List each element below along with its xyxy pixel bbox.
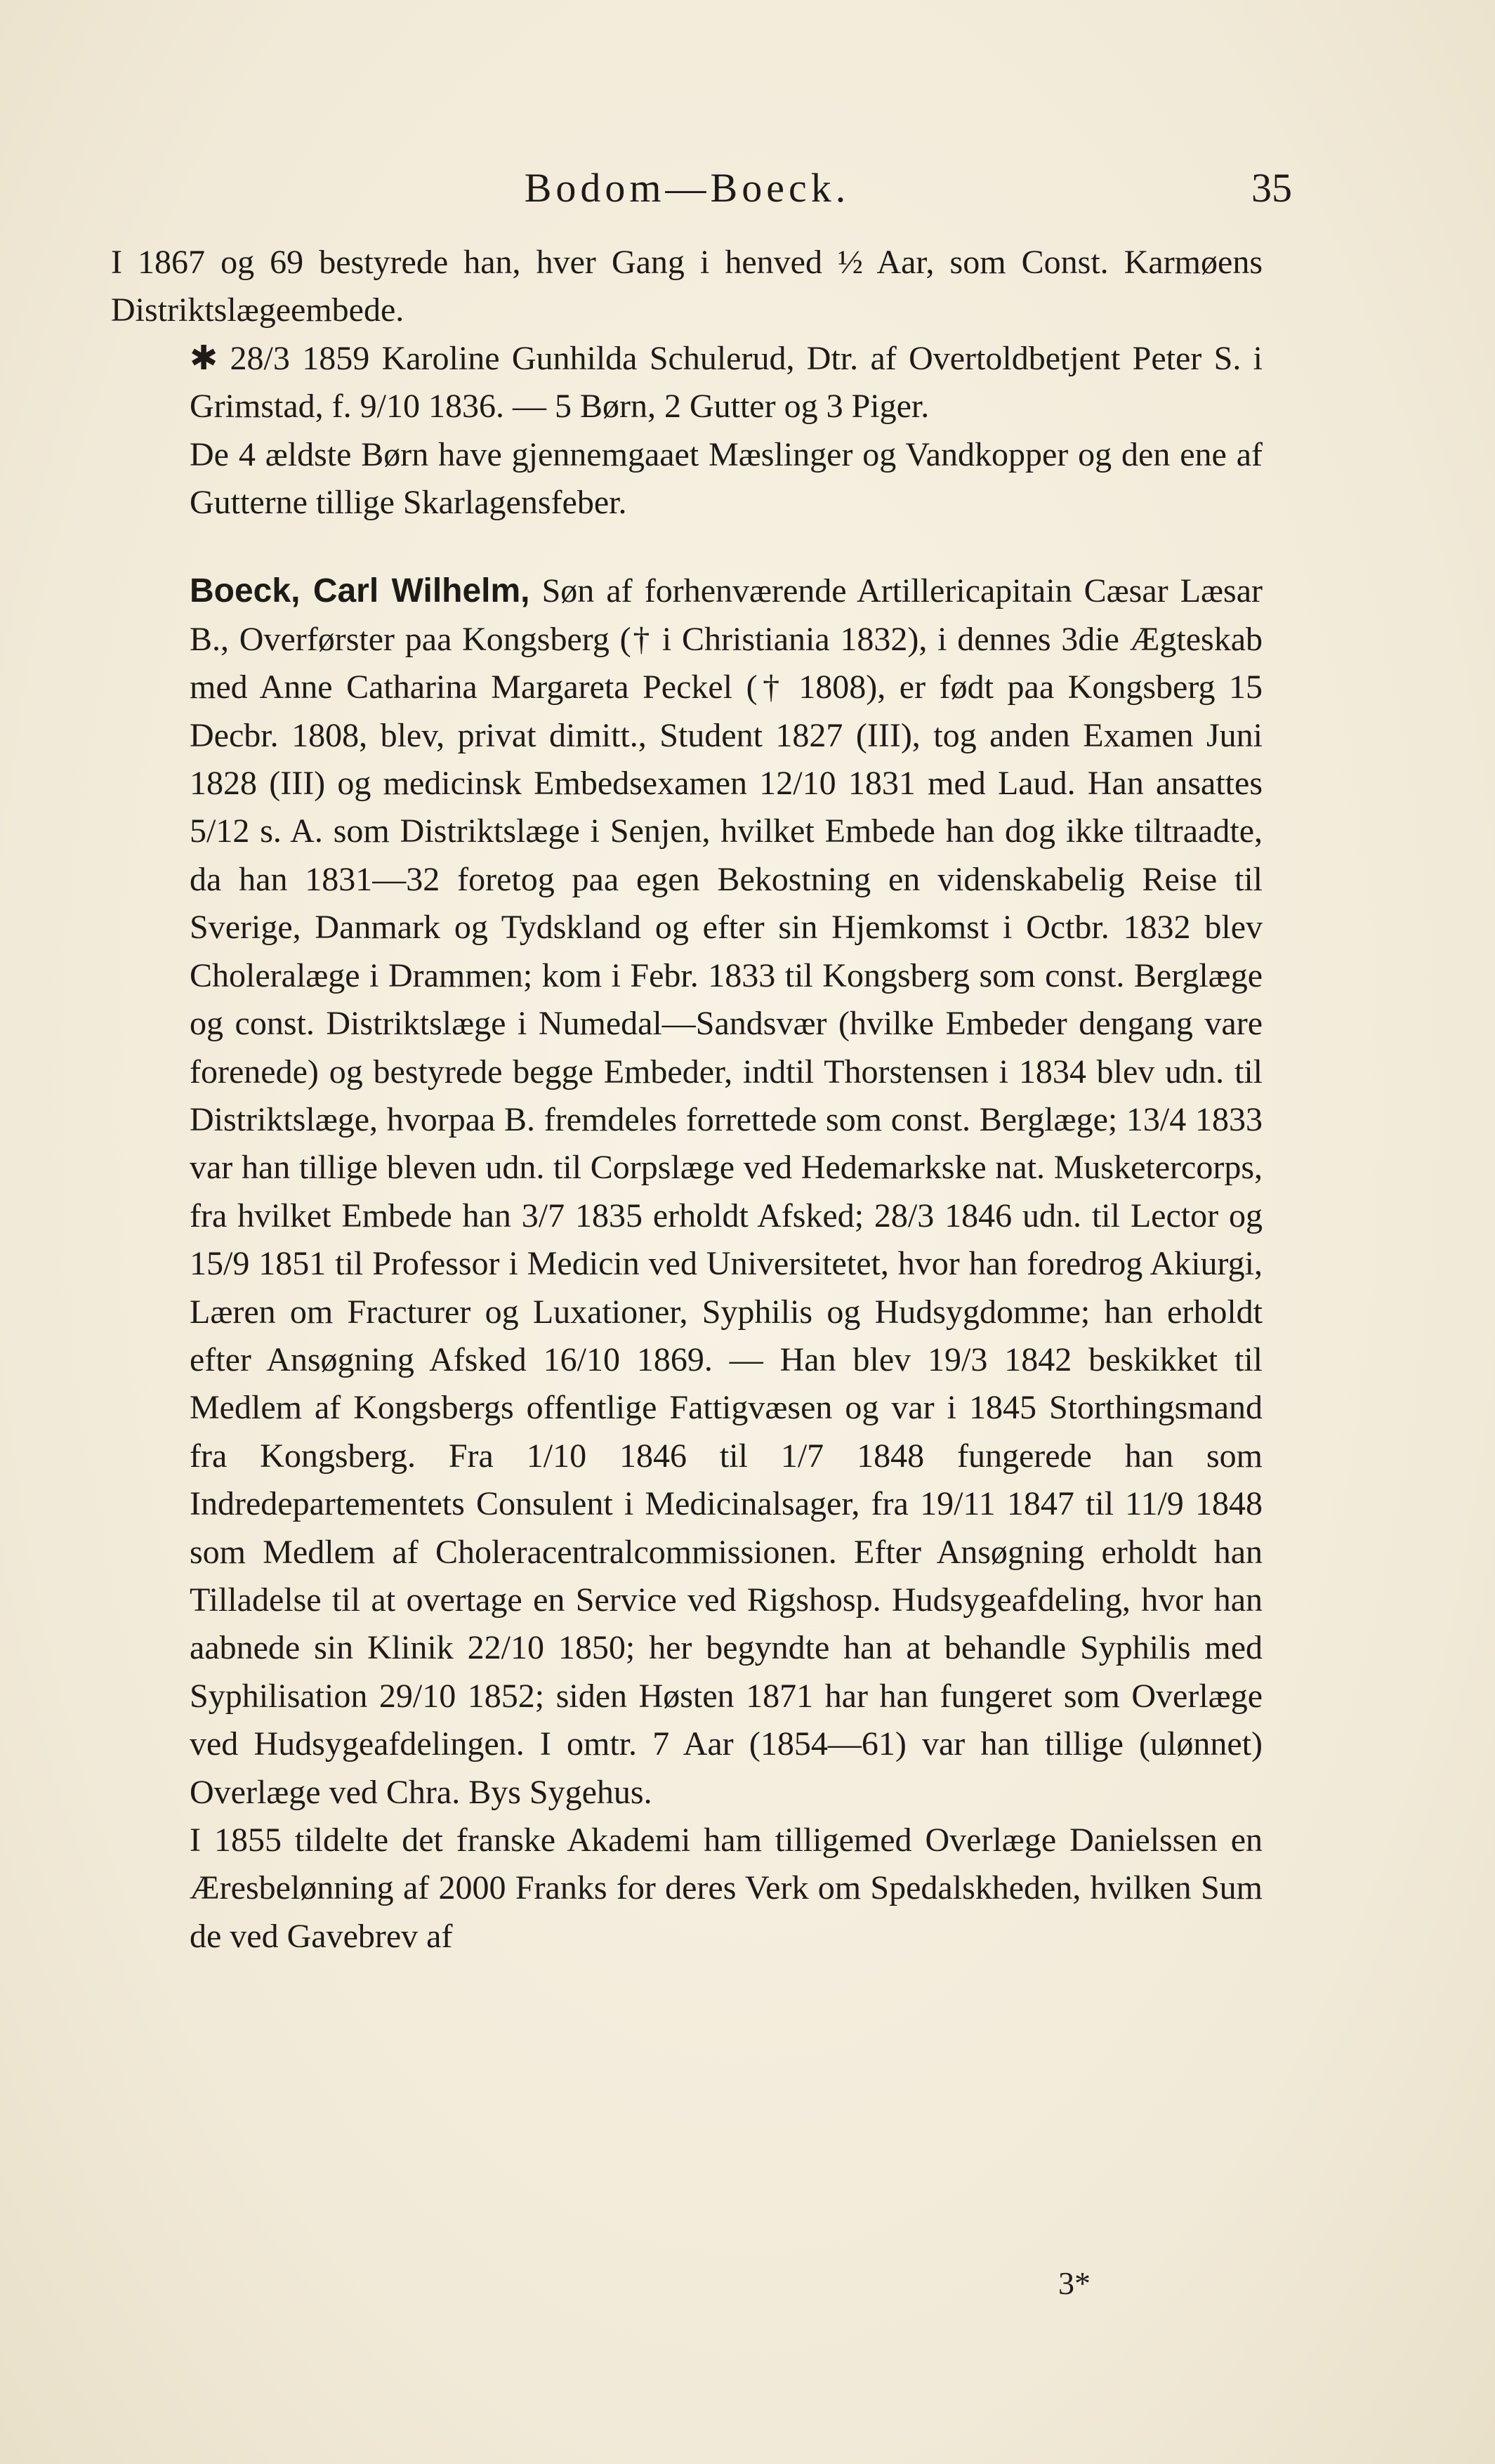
page-body xyxy=(111,239,1263,1961)
paragraph-spouse-intro: I 1867 og 69 bestyrede han, hver Gang i henved ½ Aar, som Const. Karmøens Distriktslægeembede. xyxy=(111,244,1263,329)
paragraph-award: I 1855 tildelte det franske Akademi ham tilligemed Overlæge Danielssen en Æresbelønning af 2000 Franks for deres Verk om Spedalskheden, hvilken Sum de ved Gavebrev af xyxy=(190,1821,1263,1955)
entry-text: Søn af forhenværende Artillericapitain Cæsar Læsar B., Overførster paa Kongsberg († i Christiania 1832), i dennes 3die Ægteskab med Anne Catharina Margareta Peckel († 1808), er født paa Kongsberg 15 Decbr. 1808, blev, privat dimitt., Student 1827 (III), tog anden Examen Juni 1828 (III) og medicinsk Embedsexamen 12/10 1831 med Laud. Han ansattes 5/12 s. A. som Distriktslæge i Senjen, hvilket Embede han dog ikke tiltraadte, da han 1831—32 foretog paa egen Bekostning en videnskabelig Reise til Sverige, Danmark og Tydskland og efter sin Hjemkomst i Octbr. 1832 blev Choleralæge i Drammen; kom i Febr. 1833 til Kongsberg som const. Berglæge og const. Distriktslæge i Numedal—Sandsvær (hvilke Embeder dengang vare forenede) og bestyrede begge Embeder, indtil Thorstensen i 1834 blev udn. til Distriktslæge, hvorpaa B. fremdeles forrettede som const. Berglæge; 13/4 1833 var han tillige bleven udn. til Corpslæge ved Hedemarkske nat. Musketercorps, fra hvilket Embede han 3/7 1835 erholdt Afsked; 28/3 1846 udn. til Lector og 15/9 1851 til Professor i Medicin ved Universitetet, hvor han foredrog Akiurgi, Læren om Fracturer og Luxationer, Syphilis og Hudsygdomme; han erholdt efter Ansøgning Afsked 16/10 1869. — Han blev 19/3 1842 beskikket til Medlem af Kongsbergs offentlige Fattigvæsen og var i 1845 Storthingsmand fra Kongsberg. Fra 1/10 1846 til 1/7 1848 fungerede han som Indredepartementets Consulent i Medicinalsager, fra 19/11 1847 til 11/9 1848 som Medlem af Choleracentralcommissionen. Efter Ansøgning erholdt han Tilladelse til at overtage en Service ved Rigshosp. Hudsygeafdeling, hvor han aabnede sin Klinik 22/10 1850; her begyndte han at behandle Syphilis med Syphilisation 29/10 1852; siden Høsten 1871 har han fungeret som Overlæge ved Hudsygeafdelingen. I omtr. 7 Aar (1854—61) var han tillige (ulønnet) Overlæge ved Chra. Bys Sygehus. xyxy=(190,572,1263,1811)
paragraph-children-illness: De 4 ældste Børn have gjennemgaaet Mæslinger og Vandkopper og den ene af Gutterne tillige Skarlagensfeber. xyxy=(190,435,1263,522)
page-number: 35 xyxy=(1251,164,1292,211)
section-gap xyxy=(111,527,1263,567)
signature-mark: 3* xyxy=(1058,2265,1091,2301)
paragraph-marriage: ✱ 28/3 1859 Karoline Gunhilda Schulerud, Dtr. af Overtoldbetjent Peter S. i Grimstad, f. 9/10 1836. — 5 Børn, 2 Gutter og 3 Piger. xyxy=(190,339,1263,426)
entry-name: Boeck, Carl Wilhelm, xyxy=(190,572,530,610)
paragraph-biography-boeck xyxy=(111,567,1263,1817)
running-header: Bodom—Boeck. xyxy=(524,164,850,211)
